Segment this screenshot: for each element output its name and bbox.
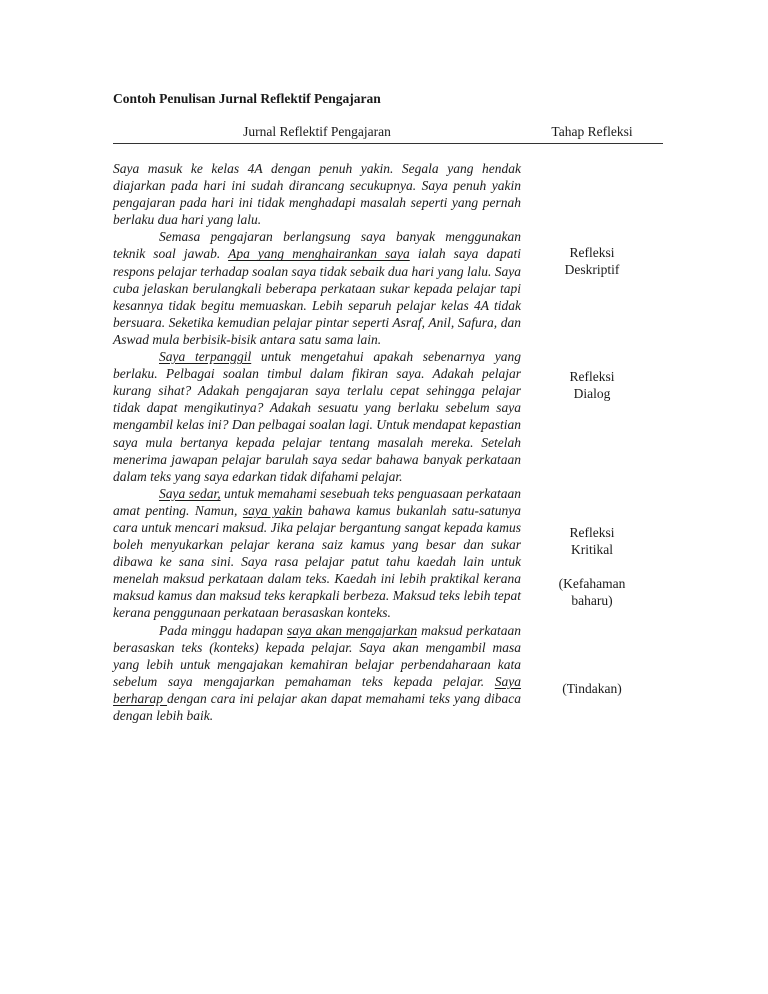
- stage-label-line: Deskriptif: [564, 262, 620, 278]
- underlined-phrase: Apa yang menghairankan saya: [228, 246, 410, 262]
- paragraph-realization: [113, 485, 521, 622]
- document-title: Contoh Penulisan Jurnal Reflektif Pengajaran: [113, 91, 381, 106]
- stage-label-line: Dialog: [573, 386, 611, 402]
- stage-label-dialog: [521, 368, 663, 402]
- text-segment: untuk mengetahui apakah sebenarnya yang berlaku. Pelbagai soalan timbul dalam fikiran saya. Adakah pelajar kurang sihat? Adakah pengajaran saya terlalu cepat sehingga pelajar tidak dapat mengikutinya? Adakah sesuatu yang berlaku sebelum saya mengambil kelas ini? Dan pelbagai soalan lagi. Untuk mendapat kepastian saya mula bertanya kepada pelajar tentang masalah mereka. Setelah menerima jawapan pelajar barulah saya sedar bahawa banyak perkataan dalam teks yang saya edarkan tidak difahami pelajar.: [113, 349, 521, 484]
- stage-label-line: Kritikal: [571, 542, 613, 558]
- underlined-phrase: saya akan mengajarkan: [287, 622, 418, 638]
- text-segment: bahawa kamus bukanlah satu-satunya cara untuk mencari maksud. Jika pelajar bergantung sangat kepada kamus boleh menyukarkan pelajar kerana saiz kamus yang besar dan sukar dibawa ke sana sini. Saya rasa pelajar patut tahu kaedah lain untuk menelah maksud perkataan dalam teks. Kaedah ini lebih praktikal kerana maksud kamus dan maksud teks kerapkali berbeza. Maksud teks lebih tepat kerana penggunaan perkataan berasaskan konteks.: [113, 502, 521, 621]
- stage-label-action: [521, 680, 663, 697]
- stage-label-critical: [521, 524, 663, 558]
- stage-label-line: Refleksi: [569, 245, 615, 260]
- underlined-phrase: Saya berharap: [113, 673, 521, 706]
- stage-label-new-understanding: [521, 575, 663, 609]
- stage-label-line: Refleksi: [569, 525, 615, 540]
- underlined-phrase: Saya sedar,: [159, 485, 221, 501]
- text-segment: Semasa pengajaran berlangsung saya banyak menggunakan teknik soal jawab.: [113, 229, 521, 262]
- stage-label-line: (Tindakan): [562, 681, 622, 696]
- text-segment: ialah saya dapati respons pelajar terhadap soalan saya tidak sebaik dua hari yang lalu. Saya cuba jelaskan berulangkali beberapa perkataan sukar kepada pelajar tapi kesannya tidak begitu memuaskan. Lebih separuh pelajar kelas 4A tidak bersuara. Seketika kemudian pelajar pintar seperti Asraf, Anil, Safura, dan Aswad mula berbisik-bisik antara satu sama lain.: [113, 246, 521, 347]
- paragraph-intro: [113, 160, 521, 228]
- text-segment: maksud perkataan berasaskan teks (konteks) kepada pelajar. Saya akan mengambil masa yang lebih untuk mengajakan kemahiran belajar perbendaharaan kata sebelum saya mengajarkan pemahaman teks kepada pelajar.: [113, 622, 521, 689]
- underlined-phrase: saya yakin: [242, 502, 303, 518]
- paragraph-action: [113, 622, 521, 725]
- text-segment: untuk memahami sesebuah teks penguasaan perkataan amat penting. Namun,: [113, 485, 521, 518]
- stage-label-line: (Kefahaman: [558, 576, 626, 591]
- stage-label-line: Refleksi: [569, 369, 615, 384]
- paragraph-teaching: [113, 228, 521, 348]
- stage-label-descriptive: [521, 244, 663, 278]
- table-header: [113, 124, 663, 144]
- underlined-phrase: Saya terpanggil: [159, 349, 252, 365]
- journal-body: [113, 160, 521, 724]
- paragraph-inquiry: [113, 348, 521, 485]
- text-segment: Saya masuk ke kelas 4A dengan penuh yakin. Segala yang hendak diajarkan pada hari ini sudah dirancang secukupnya. Saya penuh yakin pengajaran pada hari ini tidak menghadapi masalah seperti yang pernah berlaku dua hari yang lalu.: [113, 161, 521, 228]
- stage-label-line: baharu): [571, 593, 613, 609]
- column-header-stage: Tahap Refleksi: [551, 124, 633, 139]
- text-segment: dengan cara ini pelajar akan dapat memahami teks yang dibaca dengan lebih baik.: [113, 690, 521, 723]
- text-segment: Pada minggu hadapan: [159, 622, 288, 638]
- header-divider: [113, 143, 663, 144]
- column-header-journal: Jurnal Reflektif Pengajaran: [243, 124, 391, 139]
